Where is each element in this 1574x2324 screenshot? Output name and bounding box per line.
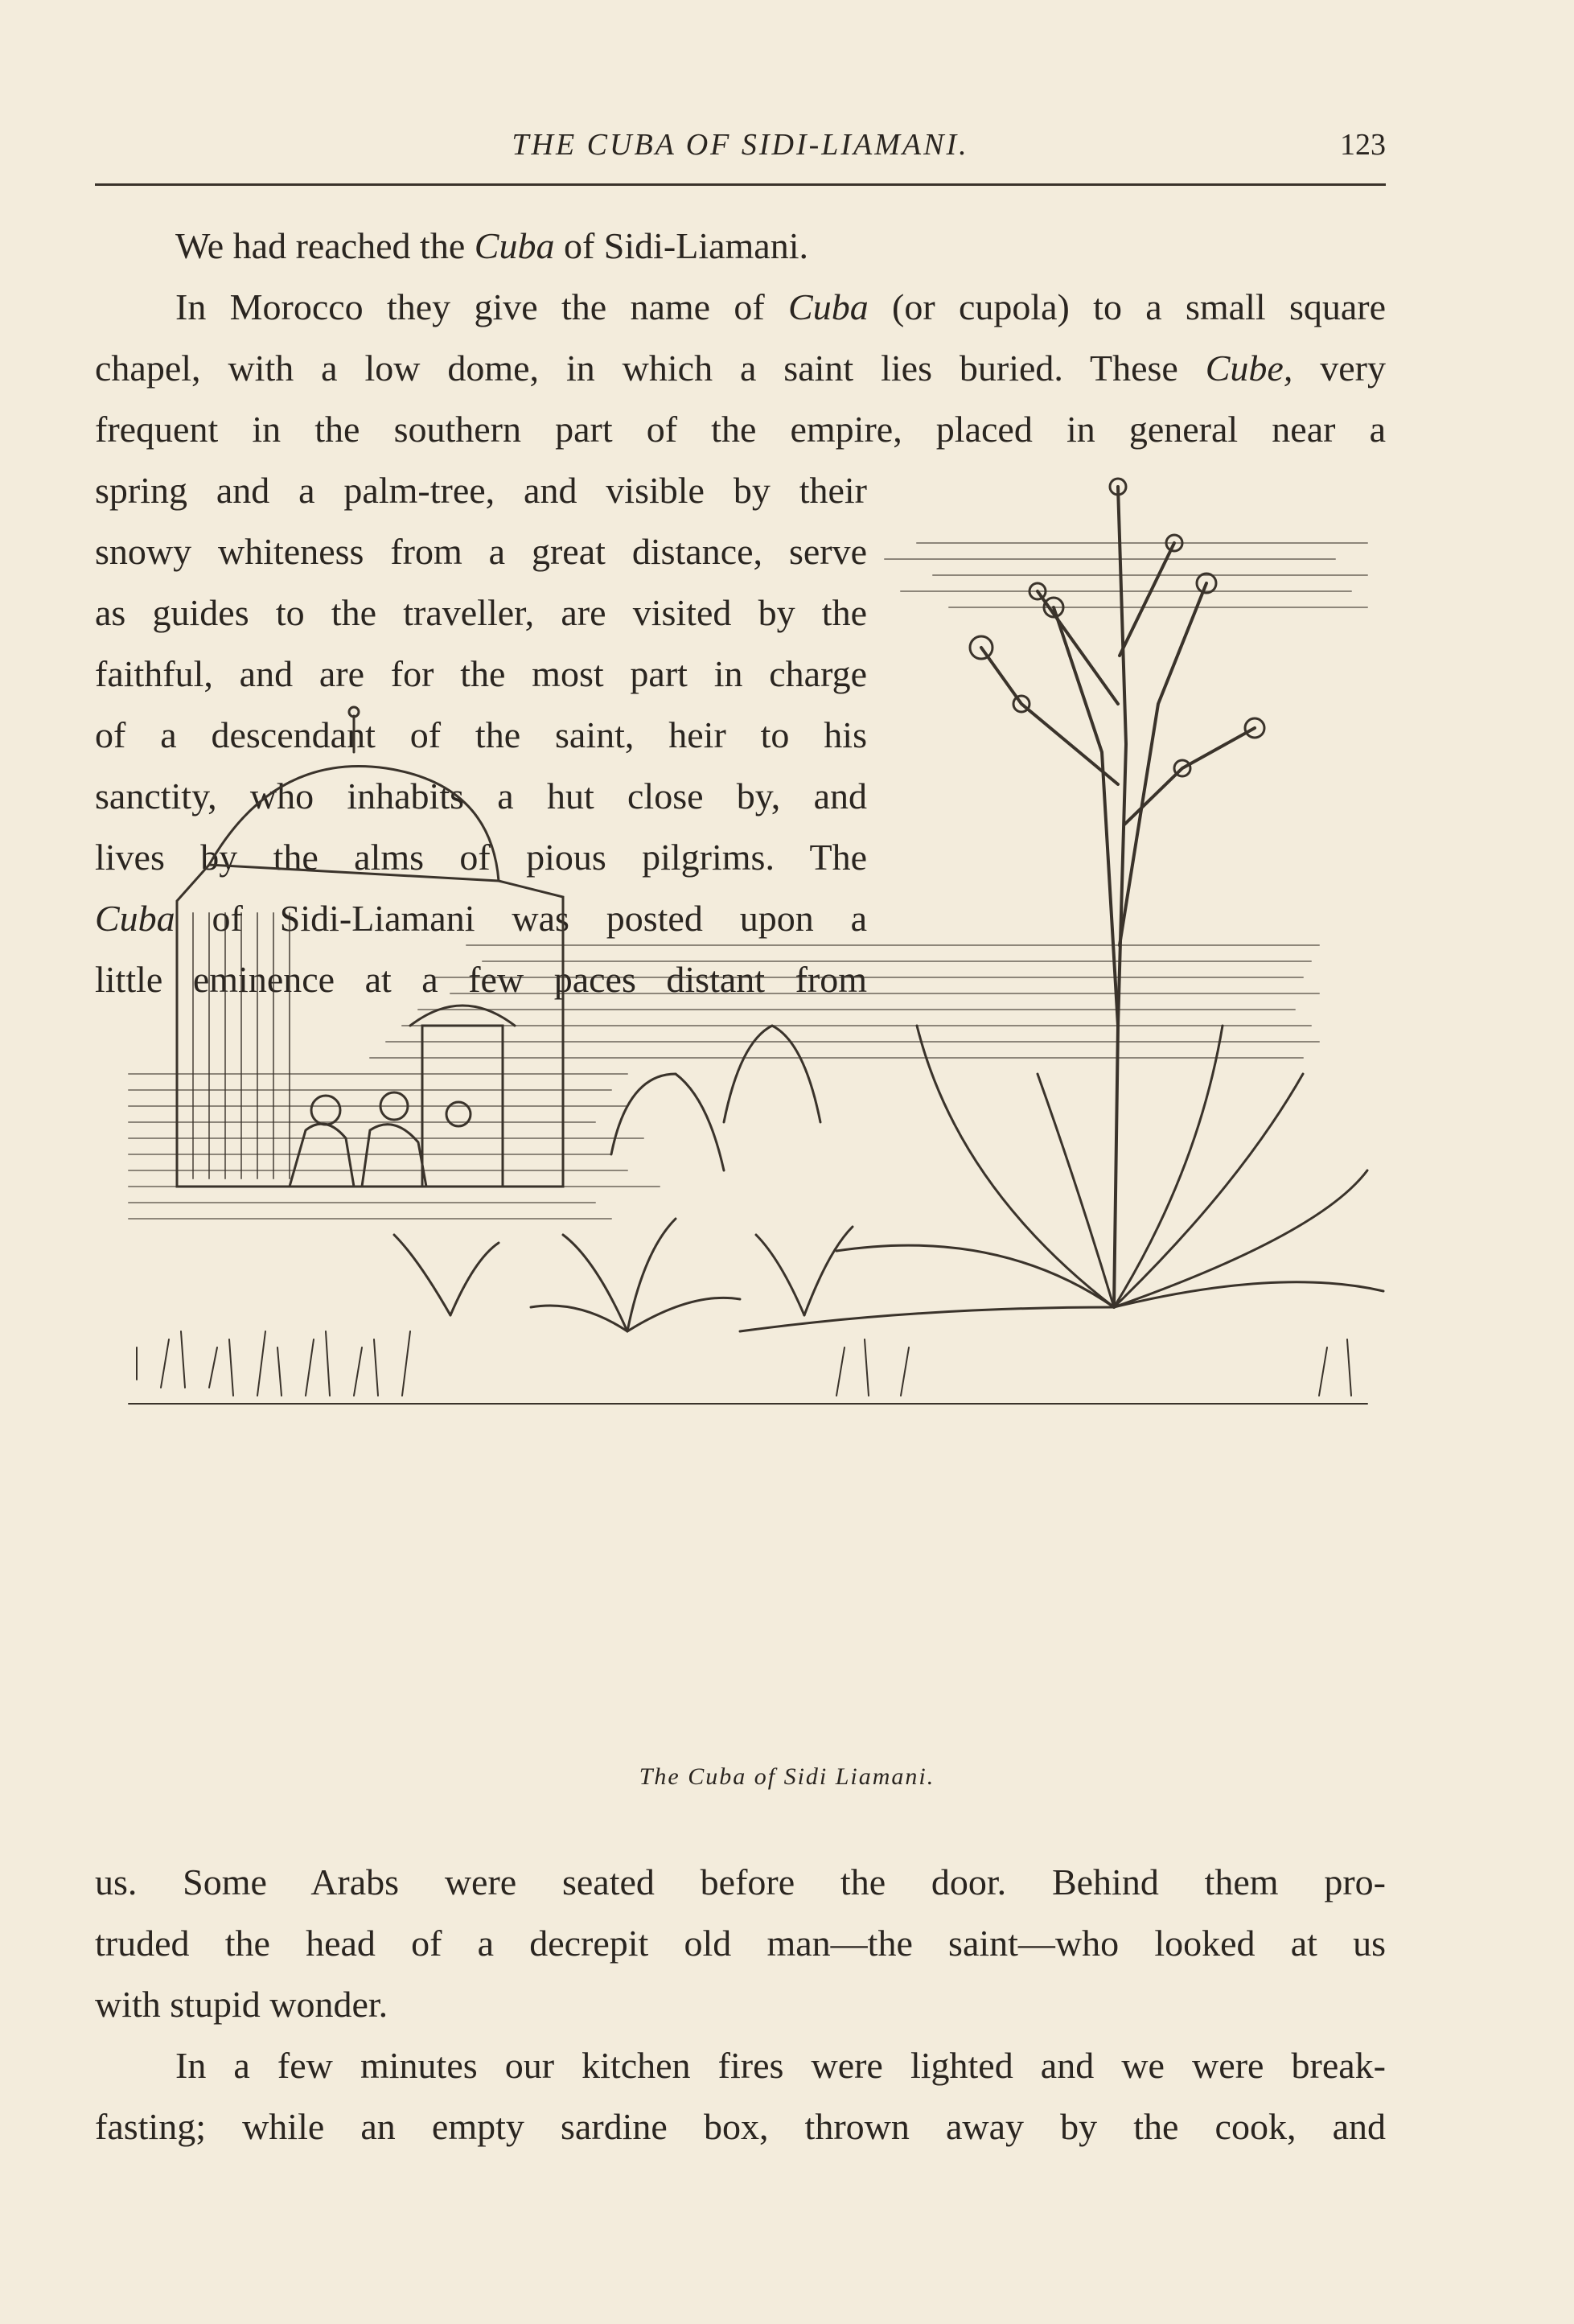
text-line: us. Some Arabs were seated before the door. Behind them pro- <box>95 1861 1386 1902</box>
text-line: little eminence at a few paces distant from <box>95 959 867 1000</box>
running-head <box>95 127 1386 175</box>
header-rule <box>95 183 1386 186</box>
text-line: of a descendant of the saint, heir to his <box>95 714 867 755</box>
text-line: faithful, and are for the most part in charge <box>95 653 867 694</box>
text-line: sanctity, who inhabits a hut close by, and <box>95 775 867 816</box>
running-title: THE CUBA OF SIDI-LIAMANI. <box>512 128 969 162</box>
engraving-illustration <box>113 463 1399 1448</box>
paragraph-breakfast <box>95 2035 1386 2157</box>
paragraph-arabs-seated <box>95 1852 1386 2035</box>
text-line: spring and a palm-tree, and visible by their <box>95 470 867 511</box>
figure-caption: The Cuba of Sidi Liamani. <box>639 1763 935 1790</box>
ground-grass <box>129 1331 1367 1404</box>
text-line: In a few minutes our kitchen fires were lighted and we were break- <box>175 2045 1386 2086</box>
text-line: as guides to the traveller, are visited by the <box>95 592 867 633</box>
text-line: lives by the alms of pious pilgrims. The <box>95 837 867 878</box>
text-line: We had reached the Cuba of Sidi-Liamani. <box>175 225 809 266</box>
agave-stalk <box>981 487 1255 1307</box>
agave-leaves <box>740 1026 1383 1331</box>
text-line: truded the head of a decrepit old man—the saint—who looked at us <box>95 1923 1386 1964</box>
text-line: snowy whiteness from a great distance, serve <box>95 531 867 572</box>
text-line: frequent in the southern part of the empire, placed in general near a <box>95 409 1386 450</box>
paragraph-opening <box>95 216 1386 277</box>
agave-blossoms <box>970 479 1264 776</box>
paragraph-cuba-description <box>95 277 1386 460</box>
text-line: In Morocco they give the name of Cuba (or cupola) to a small square <box>175 286 1386 327</box>
text-line: with stupid wonder. <box>95 1984 388 2025</box>
text-line: fasting; while an empty sardine box, thrown away by the cook, and <box>95 2106 1386 2147</box>
small-agaves <box>394 1026 853 1331</box>
page-number: 123 <box>1340 128 1386 162</box>
text-line: Cuba of Sidi-Liamani was posted upon a <box>95 898 867 939</box>
text-line: chapel, with a low dome, in which a saint lies buried. These Cube, very <box>95 348 1386 389</box>
chapel <box>177 707 563 1187</box>
